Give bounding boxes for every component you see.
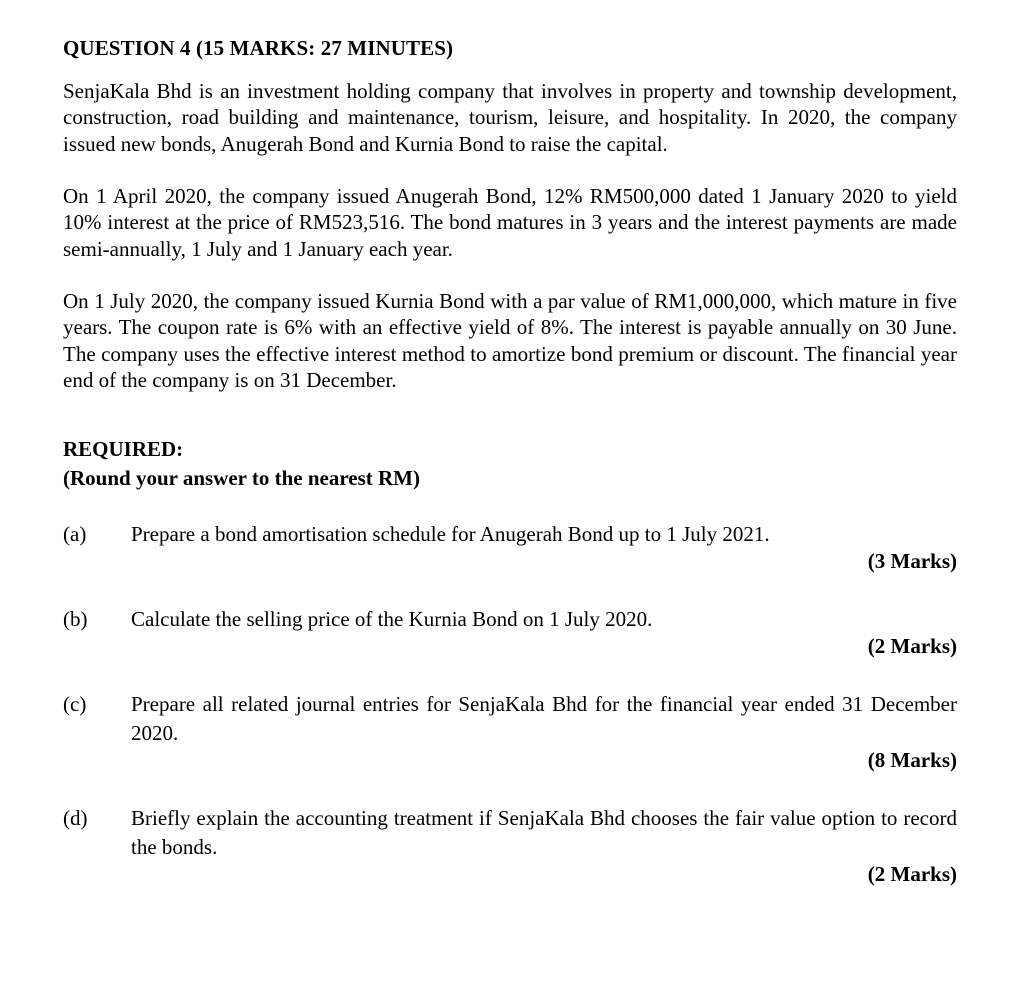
requirement-label: (a) bbox=[63, 522, 87, 546]
scenario-paragraph-anugerah-bond: On 1 April 2020, the company issued Anugerah Bond, 12% RM500,000 dated 1 January 2020 to yield 10% interest at the price of RM523,516. The bond matures in 3 years and the interest payments are made semi-annually, 1 July and 1 January each year. bbox=[63, 184, 957, 261]
rounding-note: (Round your answer to the nearest RM) bbox=[63, 466, 420, 490]
requirement-text: Briefly explain the accounting treatment if SenjaKala Bhd chooses the fair value option to record the bonds. bbox=[131, 806, 957, 859]
question-title: QUESTION 4 (15 MARKS: 27 MINUTES) bbox=[63, 36, 454, 60]
marks-b: (2 Marks) bbox=[867, 634, 957, 658]
required-heading: REQUIRED: bbox=[63, 437, 184, 461]
scenario-paragraph-kurnia-bond: On 1 July 2020, the company issued Kurnia Bond with a par value of RM1,000,000, which mature in five years. The coupon rate is 6% with an effective yield of 8%. The interest is payable annually on 30 June. The company uses the effective interest method to amortize bond premium or discount. The financial year end of the company is on 31 December. bbox=[63, 289, 957, 393]
requirement-text: Calculate the selling price of the Kurnia Bond on 1 July 2020. bbox=[131, 607, 653, 631]
marks-a: (3 Marks) bbox=[867, 549, 957, 573]
requirement-text: Prepare all related journal entries for SenjaKala Bhd for the financial year ended 31 December 2020. bbox=[131, 692, 957, 745]
marks-d: (2 Marks) bbox=[867, 862, 957, 886]
requirement-label: (d) bbox=[63, 806, 88, 830]
requirement-label: (c) bbox=[63, 692, 87, 716]
marks-c: (8 Marks) bbox=[867, 748, 957, 772]
scenario-paragraph-company: SenjaKala Bhd is an investment holding company that involves in property and township development, construction, road building and maintenance, tourism, leisure, and hospitality. In 2020, the company issued new bonds, Anugerah Bond and Kurnia Bond to raise the capital. bbox=[63, 79, 957, 156]
requirement-text: Prepare a bond amortisation schedule for Anugerah Bond up to 1 July 2021. bbox=[131, 522, 770, 546]
requirement-label: (b) bbox=[63, 607, 88, 631]
